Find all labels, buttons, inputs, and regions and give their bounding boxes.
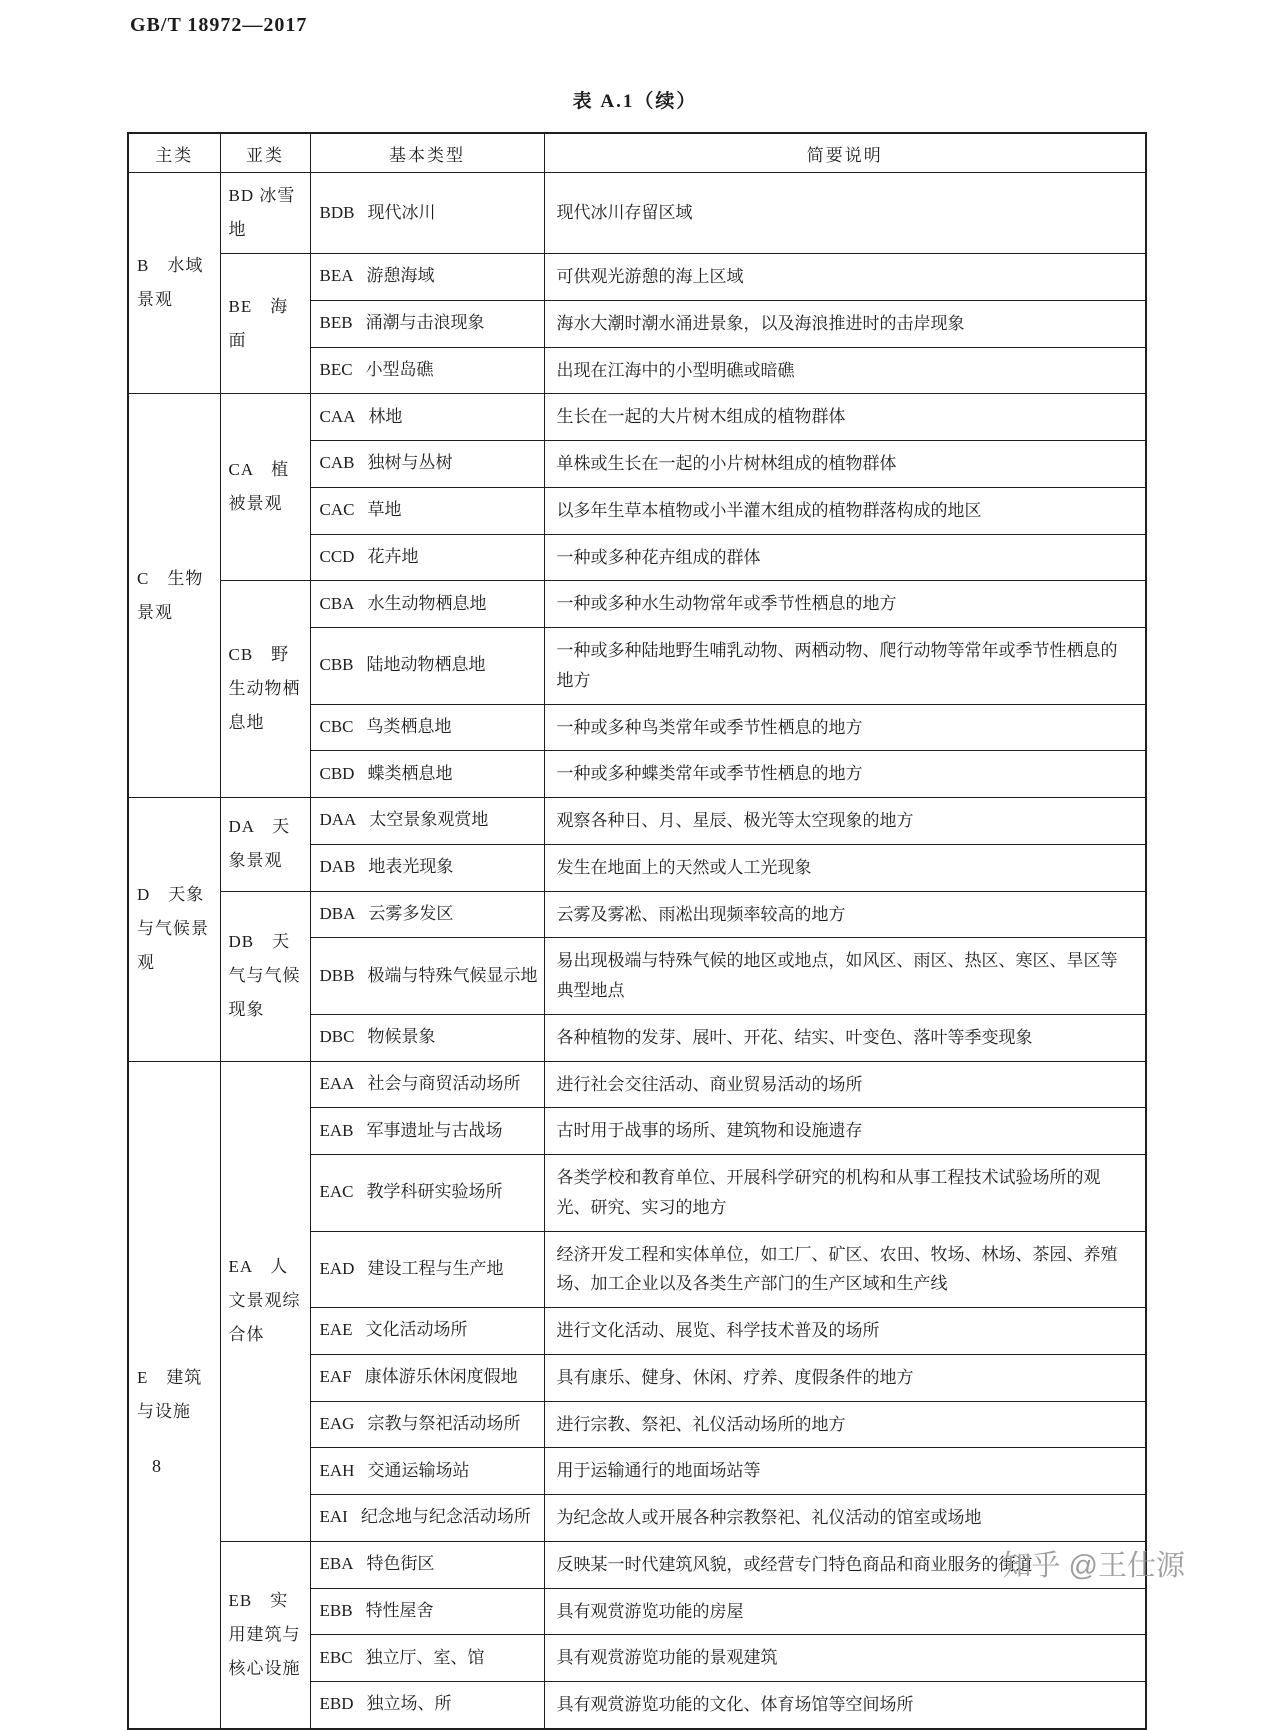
description-cell: 进行社会交往活动、商业贸易活动的场所 bbox=[544, 1061, 1146, 1108]
type-name: 涌潮与击浪现象 bbox=[365, 313, 485, 333]
type-code: DAB bbox=[319, 857, 356, 877]
description-cell: 各种植物的发芽、展叶、开花、结实、叶变色、落叶等季变现象 bbox=[544, 1014, 1146, 1061]
description-cell: 经济开发工程和实体单位，如工厂、矿区、农田、牧场、林场、茶园、养殖场、加工企业以及各类生产部门的生产区域和生产线 bbox=[544, 1231, 1146, 1308]
sub-category-cell: CB 野生动物栖息地 bbox=[220, 581, 310, 798]
table-row bbox=[128, 581, 1146, 628]
type-name: 独树与丛树 bbox=[367, 453, 453, 473]
description-cell: 一种或多种陆地野生哺乳动物、两栖动物、爬行动物等常年或季节性栖息的地方 bbox=[544, 628, 1146, 705]
basic-type-cell bbox=[310, 254, 544, 301]
main-category-cell: C 生物景观 bbox=[128, 394, 220, 798]
description-cell: 古时用于战事的场所、建筑物和设施遗存 bbox=[544, 1108, 1146, 1155]
description-cell: 一种或多种蝶类常年或季节性栖息的地方 bbox=[544, 751, 1146, 798]
type-code: CAA bbox=[319, 406, 356, 426]
type-code: CBB bbox=[319, 655, 354, 675]
description-cell: 易出现极端与特殊气候的地区或地点，如风区、雨区、热区、寒区、旱区等典型地点 bbox=[544, 938, 1146, 1015]
table-title: 表 A.1（续） bbox=[572, 91, 698, 112]
description-cell: 反映某一时代建筑风貌，或经营专门特色商品和商业服务的街道 bbox=[544, 1541, 1146, 1588]
type-name: 文化活动场所 bbox=[365, 1320, 468, 1340]
table-row bbox=[128, 1541, 1146, 1588]
type-name: 花卉地 bbox=[367, 546, 419, 566]
type-code: EAH bbox=[319, 1460, 355, 1480]
basic-type-cell bbox=[310, 1308, 544, 1355]
header-main-category: 主类 bbox=[128, 133, 220, 173]
type-name: 独立厅、室、馆 bbox=[365, 1647, 485, 1667]
type-name: 独立场、所 bbox=[366, 1694, 452, 1714]
description-cell: 一种或多种花卉组成的群体 bbox=[544, 534, 1146, 581]
type-code: EAI bbox=[319, 1507, 348, 1527]
description-cell: 进行宗教、祭祀、礼仪活动场所的地方 bbox=[544, 1401, 1146, 1448]
type-name: 纪念地与纪念活动场所 bbox=[360, 1507, 531, 1527]
description-cell: 出现在江海中的小型明礁或暗礁 bbox=[544, 347, 1146, 394]
basic-type-cell bbox=[310, 938, 544, 1015]
type-name: 物候景象 bbox=[367, 1027, 436, 1047]
basic-type-cell bbox=[310, 1401, 544, 1448]
type-name: 交通运输场站 bbox=[367, 1460, 470, 1480]
type-code: DBB bbox=[319, 965, 355, 985]
type-name: 水生动物栖息地 bbox=[367, 593, 487, 613]
type-code: DAA bbox=[319, 810, 357, 830]
basic-type-cell bbox=[310, 1155, 544, 1232]
type-code: BEA bbox=[319, 266, 354, 286]
page-number: 8 bbox=[152, 1456, 161, 1476]
basic-type-cell bbox=[310, 581, 544, 628]
type-name: 极端与特殊气候显示地 bbox=[367, 965, 538, 985]
basic-type-cell bbox=[310, 394, 544, 441]
table-row bbox=[128, 254, 1146, 301]
type-name: 教学科研实验场所 bbox=[366, 1182, 503, 1202]
type-code: CBD bbox=[319, 763, 355, 783]
main-category-cell: B 水域景观 bbox=[128, 173, 220, 394]
type-name: 地表光现象 bbox=[368, 857, 454, 877]
type-name: 太空景象观赏地 bbox=[369, 810, 489, 830]
sub-category-cell: BD 冰雪地 bbox=[220, 173, 310, 254]
sub-category-cell: CA 植被景观 bbox=[220, 394, 310, 581]
sub-category-cell: BE 海面 bbox=[220, 254, 310, 394]
basic-type-cell bbox=[310, 1014, 544, 1061]
type-name: 宗教与祭祀活动场所 bbox=[367, 1413, 521, 1433]
sub-category-cell: DA 天象景观 bbox=[220, 798, 310, 892]
type-name: 特色街区 bbox=[366, 1554, 435, 1574]
basic-type-cell bbox=[310, 1541, 544, 1588]
description-cell: 具有观赏游览功能的文化、体育场馆等空间场所 bbox=[544, 1682, 1146, 1729]
description-cell: 为纪念故人或开展各种宗教祭祀、礼仪活动的馆室或场地 bbox=[544, 1495, 1146, 1542]
type-name: 游憩海域 bbox=[366, 266, 435, 286]
type-name: 建设工程与生产地 bbox=[367, 1258, 504, 1278]
type-code: EAF bbox=[319, 1367, 352, 1387]
basic-type-cell bbox=[310, 751, 544, 798]
description-cell: 进行文化活动、展览、科学技术普及的场所 bbox=[544, 1308, 1146, 1355]
type-code: CBC bbox=[319, 716, 354, 736]
watermark: 知乎 @王仕源 bbox=[1002, 1550, 1185, 1582]
basic-type-cell bbox=[310, 1635, 544, 1682]
type-code: BEB bbox=[319, 313, 353, 333]
type-code: EBC bbox=[319, 1647, 353, 1667]
type-code: DBA bbox=[319, 903, 356, 923]
type-code: EAD bbox=[319, 1258, 355, 1278]
type-code: EBA bbox=[319, 1554, 354, 1574]
basic-type-cell bbox=[310, 173, 544, 254]
type-code: CCD bbox=[319, 546, 355, 566]
basic-type-cell bbox=[310, 798, 544, 845]
basic-type-cell bbox=[310, 844, 544, 891]
description-cell: 具有观赏游览功能的景观建筑 bbox=[544, 1635, 1146, 1682]
description-cell: 现代冰川存留区域 bbox=[544, 173, 1146, 254]
basic-type-cell bbox=[310, 487, 544, 534]
type-name: 军事遗址与古战场 bbox=[366, 1120, 503, 1140]
basic-type-cell bbox=[310, 1108, 544, 1155]
type-code: CBA bbox=[319, 593, 355, 613]
description-cell: 一种或多种鸟类常年或季节性栖息的地方 bbox=[544, 704, 1146, 751]
type-code: EAG bbox=[319, 1413, 355, 1433]
type-name: 康体游乐休闲度假地 bbox=[364, 1367, 518, 1387]
description-cell: 具有康乐、健身、休闲、疗养、度假条件的地方 bbox=[544, 1354, 1146, 1401]
basic-type-cell bbox=[310, 441, 544, 488]
header-basic-type: 基本类型 bbox=[310, 133, 544, 173]
type-code: CAB bbox=[319, 453, 355, 473]
basic-type-cell bbox=[310, 1354, 544, 1401]
description-cell: 云雾及雾凇、雨凇出现频率较高的地方 bbox=[544, 891, 1146, 938]
basic-type-cell bbox=[310, 534, 544, 581]
description-cell: 以多年生草本植物或小半灌木组成的植物群落构成的地区 bbox=[544, 487, 1146, 534]
header-sub-category: 亚类 bbox=[220, 133, 310, 173]
classification-table bbox=[127, 132, 1147, 1730]
basic-type-cell bbox=[310, 628, 544, 705]
table-row bbox=[128, 891, 1146, 938]
basic-type-cell bbox=[310, 1448, 544, 1495]
description-cell: 海水大潮时潮水涌进景象，以及海浪推进时的击岸现象 bbox=[544, 300, 1146, 347]
type-code: CAC bbox=[319, 500, 355, 520]
basic-type-cell bbox=[310, 1231, 544, 1308]
type-code: EAA bbox=[319, 1073, 355, 1093]
type-name: 特性屋舍 bbox=[365, 1600, 434, 1620]
type-code: EAB bbox=[319, 1120, 354, 1140]
basic-type-cell bbox=[310, 347, 544, 394]
table-row bbox=[128, 798, 1146, 845]
description-cell: 一种或多种水生动物常年或季节性栖息的地方 bbox=[544, 581, 1146, 628]
doc-code: GB/T 18972—2017 bbox=[130, 14, 308, 36]
main-category-cell: D 天象与气候景观 bbox=[128, 798, 220, 1062]
type-code: EAE bbox=[319, 1320, 353, 1340]
description-cell: 用于运输通行的地面场站等 bbox=[544, 1448, 1146, 1495]
type-code: DBC bbox=[319, 1027, 355, 1047]
basic-type-cell bbox=[310, 1682, 544, 1729]
sub-category-cell: EB 实用建筑与核心设施 bbox=[220, 1541, 310, 1729]
type-name: 林地 bbox=[368, 406, 403, 426]
sub-category-cell: EA 人文景观综合体 bbox=[220, 1061, 310, 1541]
description-cell: 可供观光游憩的海上区域 bbox=[544, 254, 1146, 301]
description-cell: 生长在一起的大片树木组成的植物群体 bbox=[544, 394, 1146, 441]
type-name: 陆地动物栖息地 bbox=[366, 655, 486, 675]
header-description: 简要说明 bbox=[544, 133, 1146, 173]
type-code: BEC bbox=[319, 359, 353, 379]
basic-type-cell bbox=[310, 1588, 544, 1635]
description-cell: 发生在地面上的天然或人工光现象 bbox=[544, 844, 1146, 891]
type-code: BDB bbox=[319, 202, 355, 222]
table-row bbox=[128, 173, 1146, 254]
type-code: EBD bbox=[319, 1694, 354, 1714]
type-code: EAC bbox=[319, 1182, 354, 1202]
main-category-cell: E 建筑与设施 bbox=[128, 1061, 220, 1729]
description-cell: 单株或生长在一起的小片树林组成的植物群体 bbox=[544, 441, 1146, 488]
type-name: 云雾多发区 bbox=[368, 903, 454, 923]
sub-category-cell: DB 天气与气候现象 bbox=[220, 891, 310, 1061]
basic-type-cell bbox=[310, 1061, 544, 1108]
type-name: 鸟类栖息地 bbox=[366, 716, 452, 736]
description-cell: 各类学校和教育单位、开展科学研究的机构和从事工程技术试验场所的观光、研究、实习的地方 bbox=[544, 1155, 1146, 1232]
basic-type-cell bbox=[310, 704, 544, 751]
type-name: 草地 bbox=[367, 500, 402, 520]
table-row bbox=[128, 1061, 1146, 1108]
header-row bbox=[128, 133, 1146, 173]
basic-type-cell bbox=[310, 300, 544, 347]
type-code: EBB bbox=[319, 1600, 353, 1620]
description-cell: 观察各种日、月、星辰、极光等太空现象的地方 bbox=[544, 798, 1146, 845]
basic-type-cell bbox=[310, 1495, 544, 1542]
table-row bbox=[128, 394, 1146, 441]
basic-type-cell bbox=[310, 891, 544, 938]
type-name: 现代冰川 bbox=[367, 202, 436, 222]
type-name: 社会与商贸活动场所 bbox=[367, 1073, 521, 1093]
type-name: 小型岛礁 bbox=[365, 359, 434, 379]
description-cell: 具有观赏游览功能的房屋 bbox=[544, 1588, 1146, 1635]
type-name: 蝶类栖息地 bbox=[367, 763, 453, 783]
